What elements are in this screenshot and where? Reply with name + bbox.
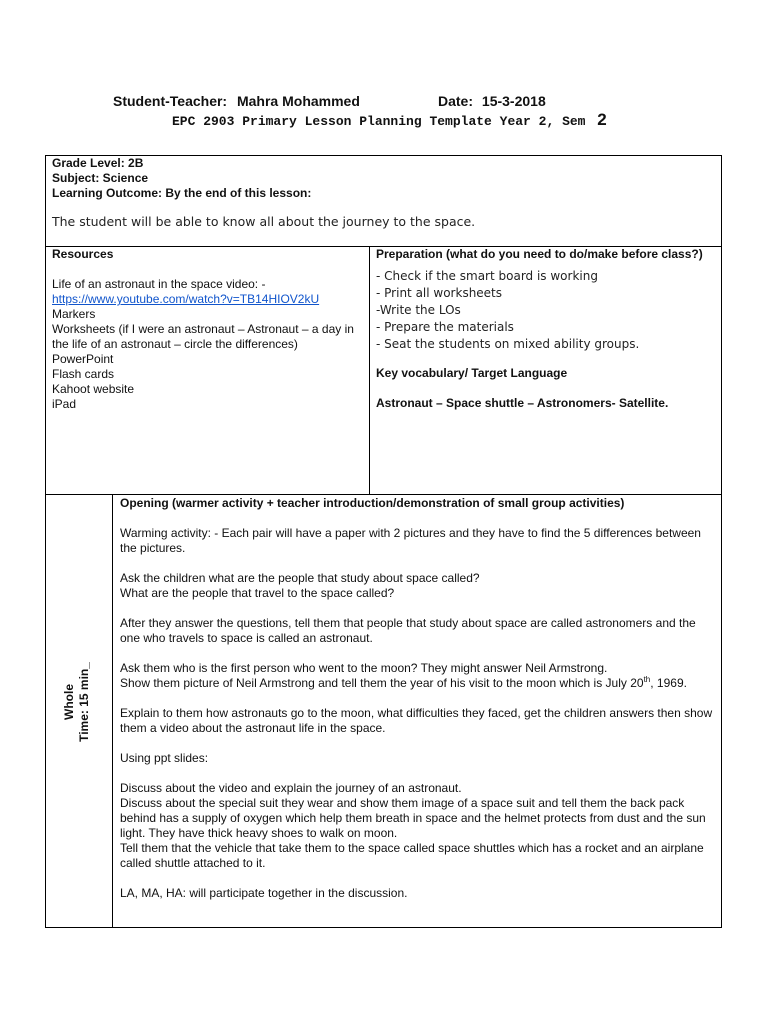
- resource-video-line: Life of an astronaut in the space video: -: [52, 277, 266, 291]
- learning-outcome-text: The student will be able to know all about the journey to the space.: [52, 214, 476, 229]
- opening-cell: [120, 496, 715, 901]
- opening-ppt: Using ppt slides:: [120, 751, 209, 765]
- resources-heading: Resources: [52, 247, 114, 261]
- opening-answer: After they answer the questions, tell them that people that study about space are called astronomers and the one who travels to space is called an astronaut.: [120, 616, 696, 645]
- opening-participation: LA, MA, HA: will participate together in the discussion.: [120, 886, 408, 900]
- student-teacher-label: Student-Teacher:: [113, 93, 228, 109]
- whole-time-label: [62, 627, 96, 777]
- preparation-item: - Check if the smart board is working: [376, 269, 598, 283]
- opening-question-1: Ask the children what are the people that study about space called?: [120, 571, 480, 585]
- resources-cell: [52, 247, 362, 412]
- grade-level: Grade Level: 2B: [52, 156, 144, 170]
- preparation-cell: [376, 247, 706, 411]
- learning-outcome-label: Learning Outcome: By the end of this lesson:: [52, 186, 312, 200]
- date-value: 15-3-2018: [481, 93, 546, 109]
- opening-shuttle: Tell them that the vehicle that take them to the space called space shuttles which has a rocket and an airplane called shuttle attached to it.: [120, 841, 704, 870]
- date-label: Date:: [438, 93, 474, 109]
- resource-item: iPad: [52, 397, 77, 411]
- info-section: [52, 156, 712, 230]
- student-teacher-name: Mahra Mohammed: [236, 93, 360, 109]
- col-divider-resources: [369, 246, 370, 494]
- preparation-item: -Write the LOs: [376, 303, 461, 317]
- opening-discuss-video: Discuss about the video and explain the journey of an astronaut.: [120, 781, 462, 795]
- preparation-item: - Prepare the materials: [376, 320, 514, 334]
- time-label: Time: 15 min_: [77, 662, 91, 742]
- resource-item: Markers: [52, 307, 96, 321]
- opening-heading: Opening (warmer activity + teacher introduction/demonstration of small group activities): [120, 496, 625, 510]
- preparation-heading: Preparation (what do you need to do/make before class?): [376, 247, 703, 261]
- preparation-item: - Print all worksheets: [376, 286, 503, 300]
- template-sem: 2: [597, 110, 607, 129]
- subject: Subject: Science: [52, 171, 149, 185]
- date-line: [438, 93, 546, 109]
- resource-item: Kahoot website: [52, 382, 135, 396]
- opening-moon-question: Ask them who is the first person who went to the moon? They might answer Neil Armstrong.: [120, 661, 608, 675]
- col-divider-opening: [112, 494, 113, 928]
- opening-explain: Explain to them how astronauts go to the moon, what difficulties they faced, get the children answers then show them a video about the astronaut life in the space.: [120, 706, 713, 735]
- template-title-text: EPC 2903 Primary Lesson Planning Template Year 2, Sem: [172, 114, 586, 129]
- row-divider-2: [45, 494, 722, 495]
- vocab-heading: Key vocabulary/ Target Language: [376, 366, 568, 380]
- template-title: [172, 110, 607, 130]
- preparation-item: - Seat the students on mixed ability groups.: [376, 337, 640, 351]
- opening-armstrong: Show them picture of Neil Armstrong and tell them the year of his visit to the moon which is July 20th, 1969.: [120, 675, 687, 690]
- opening-discuss-suit: Discuss about the special suit they wear and show them image of a space suit and tell them the back pack behind has a supply of oxygen which help them breath in space and the helmet protects from dust and the sun light. They have thick heavy shoes to walk on moon.: [120, 796, 706, 840]
- opening-warming: Warming activity: - Each pair will have a paper with 2 pictures and they have to find the 5 differences between the pictures.: [120, 526, 701, 555]
- resource-video-link[interactable]: https://www.youtube.com/watch?v=TB14HIOV2kU: [52, 292, 320, 306]
- vocab-text: Astronaut – Space shuttle – Astronomers- Satellite.: [376, 396, 669, 410]
- opening-question-2: What are the people that travel to the space called?: [120, 586, 395, 600]
- resource-item: Flash cards: [52, 367, 115, 381]
- student-teacher-line: [113, 93, 360, 109]
- resource-item: Worksheets (if I were an astronaut – Astronaut – a day in the life of an astronaut – circle the differences): [52, 322, 354, 351]
- whole-label: Whole: [62, 684, 76, 720]
- resource-item: PowerPoint: [52, 352, 114, 366]
